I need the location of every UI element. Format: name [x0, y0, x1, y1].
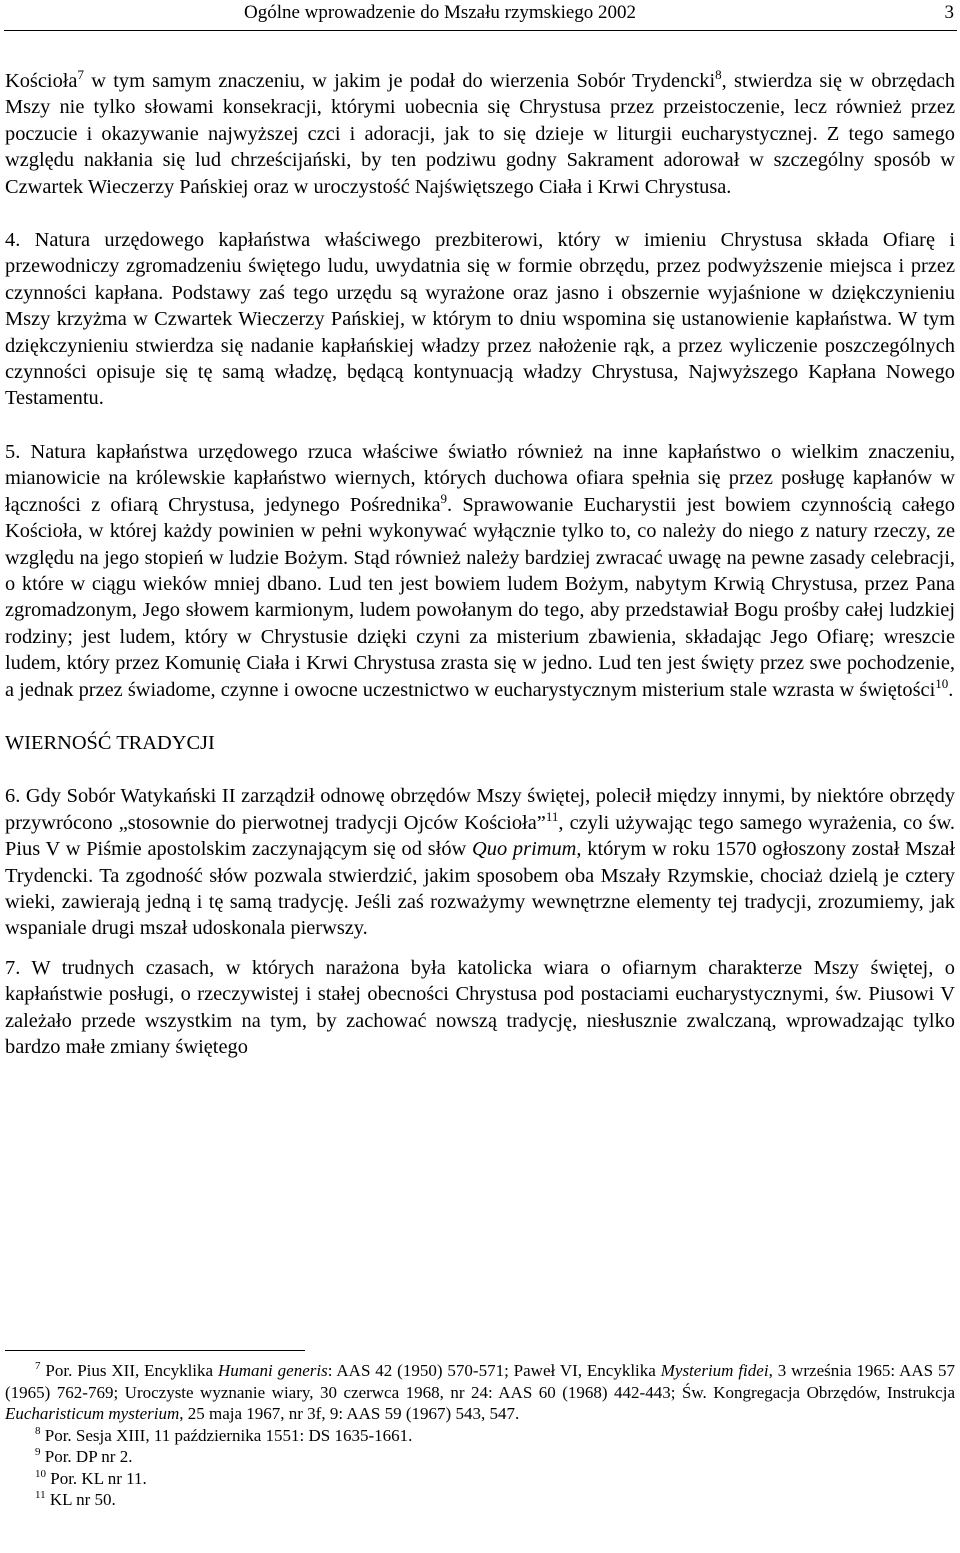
paragraph-gap [5, 200, 955, 227]
footnote-separator [5, 1350, 305, 1351]
text-run: KL nr 50. [45, 1490, 116, 1509]
text-run: Por. Pius XII, Encyklika [40, 1361, 218, 1380]
footnote-ref-9: 9 [440, 490, 448, 506]
text-run: : AAS 42 (1950) 570-571; Paweł VI, Encyklika [327, 1361, 661, 1380]
text-run: Por. KL nr 11. [46, 1468, 147, 1488]
text-run: . [948, 678, 954, 701]
footnote-8 [5, 1425, 955, 1447]
section-heading: WIERNOŚĆ TRADYCJI [5, 731, 215, 754]
text-run: Por. DP nr 2. [40, 1447, 133, 1466]
italic-title: Quo primum [472, 838, 577, 861]
footnote-number: 8 [35, 1424, 41, 1437]
header-title: Ogólne wprowadzenie do Mszału rzymskiego 2002 [244, 2, 637, 23]
header-rule [4, 30, 957, 31]
text-run: , czyli używając tego samego wyrażenia, co św. Pius V w Piśmie apostolskim zaczynającym się od słów [5, 811, 955, 861]
italic-title: Eucharisticum mysterium [5, 1404, 180, 1423]
page-number: 3 [944, 2, 954, 23]
footnotes [5, 1360, 955, 1511]
paragraph-gap [5, 942, 955, 955]
paragraph-5 [5, 439, 955, 703]
footnote-number: 10 [35, 1467, 46, 1480]
paragraph-gap [5, 703, 955, 730]
text-run: Kościoła [5, 70, 78, 92]
paragraph-gap [5, 412, 955, 439]
italic-title: Humani generis [217, 1361, 328, 1380]
italic-title: Mysterium fidei [660, 1361, 769, 1380]
footnote-10 [5, 1468, 955, 1490]
footnote-ref-10: 10 [935, 675, 949, 691]
footnote-11 [5, 1489, 955, 1511]
text-run: w tym samym znaczeniu, w jakim je podał do wierzenia Sobór Trydencki [83, 70, 716, 92]
footnote-number: 11 [35, 1489, 46, 1501]
running-header [0, 0, 960, 32]
paragraph-intro [5, 68, 955, 200]
footnote-ref-7: 7 [77, 67, 84, 82]
footnote-ref-8: 8 [715, 67, 722, 82]
paragraph-gap [5, 756, 955, 783]
footnote-ref-11: 11 [545, 808, 559, 824]
text-run: , 3 września 1965: AAS 57 (1965) 762-769; Uroczyste wyznanie wiary, 30 czerwca 1968, nr 24: AAS 60 (1968) 442-443; Św. Kongregacja Obrzędów, Instrukcja [5, 1361, 955, 1402]
footnote-9 [5, 1446, 955, 1468]
footnote-number: 7 [35, 1360, 41, 1372]
text-run: 6. Gdy Sobór Watykański II zarządził odnowę obrzędów Mszy świętej, polecił między innymi, by niektóre obrzędy przywrócono „stosownie do pierwotnej tradycji Ojców Kościoła” [5, 785, 955, 834]
paragraph-7: 7. W trudnych czasach, w których narażona była katolicka wiara o ofiarnym charakterze Mszy świętej, o kapłaństwie posługi, o rzeczywistej i stałej obecności Chrystusa pod postaciami eucharystycznymi, św. Piusowi V zależało przede wszystkim na tym, by zachować nowszą tradycję, niesłusznie zwalczaną, wprowadzając tylko bardzo małe zmiany świętego [5, 956, 955, 1058]
footnote-7 [5, 1360, 955, 1425]
text-run: , którym w roku 1570 ogłoszony został Mszał Trydencki. Ta zgodność słów pozwala stwierdzić, jakim sposobem oba Mszały Rzymskie, chociaż dzielą je cztery wieki, zawierają jedną i tę samą tradycję. Jeśli zaś rozważymy wewnętrzne elementy tej tradycji, zrozumiemy, jak wspaniale drugi mszał udoskonala pierwszy. [5, 838, 955, 940]
paragraph-6 [5, 783, 955, 941]
body-text [5, 68, 955, 1060]
paragraph-4: 4. Natura urzędowego kapłaństwa właściwego prezbiterowi, który w imieniu Chrystusa składa Ofiarę i przewodniczy zgromadzeniu świętego ludu, uwydatnia się w formie obrzędu, przez podwyższenie miejsca i przez czynności kapłana. Podstawy zaś tego urzędu są wyrażone oraz jasno i obszernie wyjaśnione w dziękczynieniu Mszy krzyżma w Czwartek Wieczerzy Pańskiej, w którym to dniu wspomina się ustanowienie kapłaństwa. W tym dziękczynieniu stwierdza się nadanie kapłańskiej władzy przez nałożenie rąk, a przez wyliczenie poszczególnych czynności opisuje się tę samą władzę, będącą kontynuacją władzy Chrystusa, Najwyższego Kapłana Nowego Testamentu. [5, 229, 955, 410]
text-run: . Sprawowanie Eucharystii jest bowiem czynnością całego Kościoła, w której każdy powinien w pełni wykonywać wyłącznie tylko to, co należy do niego z natury rzeczy, ze względu na jego stopień w ludzie Bożym. Stąd również należy bardziej zwracać uwagę na pewne zasady celebracji, o które w ciągu wieków mniej dbano. Lud ten jest bowiem ludem Bożym, nabytym Krwią Chrystusa, przez Pana zgromadzonym, Jego słowem karmionym, ludem powołanym do tego, aby przedstawiał Bogu prośby całej ludzkiej rodziny; jest ludem, który w Chrystusie dzięki czyni za misterium zbawienia, składając Jego Ofiarę; wreszcie ludem, który przez Komunię Ciała i Krwi Chrystusa zrasta się w jedno. Lud ten jest święty przez swe pochodzenie, a jednak przez świadome, czynne i owocne uczestnictwo w eucharystycznym misterium stale wzrasta w świętości [5, 493, 955, 701]
text-run: , stwierdza się w obrzędach Mszy nie tylko słowami konsekracji, którymi uobecnia się Chrystusa przez przeistoczenie, lecz również przez poczucie i okazywanie najwyższej czci i adoracji, jak to się dzieje w liturgii eucharystycznej. Z tego samego względu nakłania się lud chrześcijański, by ten podziwu godny Sakrament adorował w szczególny sposób w Czwartek Wieczerzy Pańskiej oraz w uroczystość Najświętszego Ciała i Krwi Chrystusa. [5, 70, 956, 198]
text-run: , 25 maja 1967, nr 3f, 9: AAS 59 (1967) 543, 547. [179, 1404, 520, 1423]
text-run: Por. Sesja XIII, 11 października 1551: DS 1635-1661. [40, 1425, 413, 1445]
footnote-number: 9 [35, 1446, 41, 1458]
text-run: 5. Natura kapłaństwa urzędowego rzuca właściwe światło również na inne kapłaństwo o wielkim znaczeniu, mianowicie na królewskie kapłaństwo wiernych, których duchowa ofiara spełnia się przez posługę kapłanów w łączności z ofiarą Chrystusa, jedynego Pośrednika [5, 440, 955, 516]
